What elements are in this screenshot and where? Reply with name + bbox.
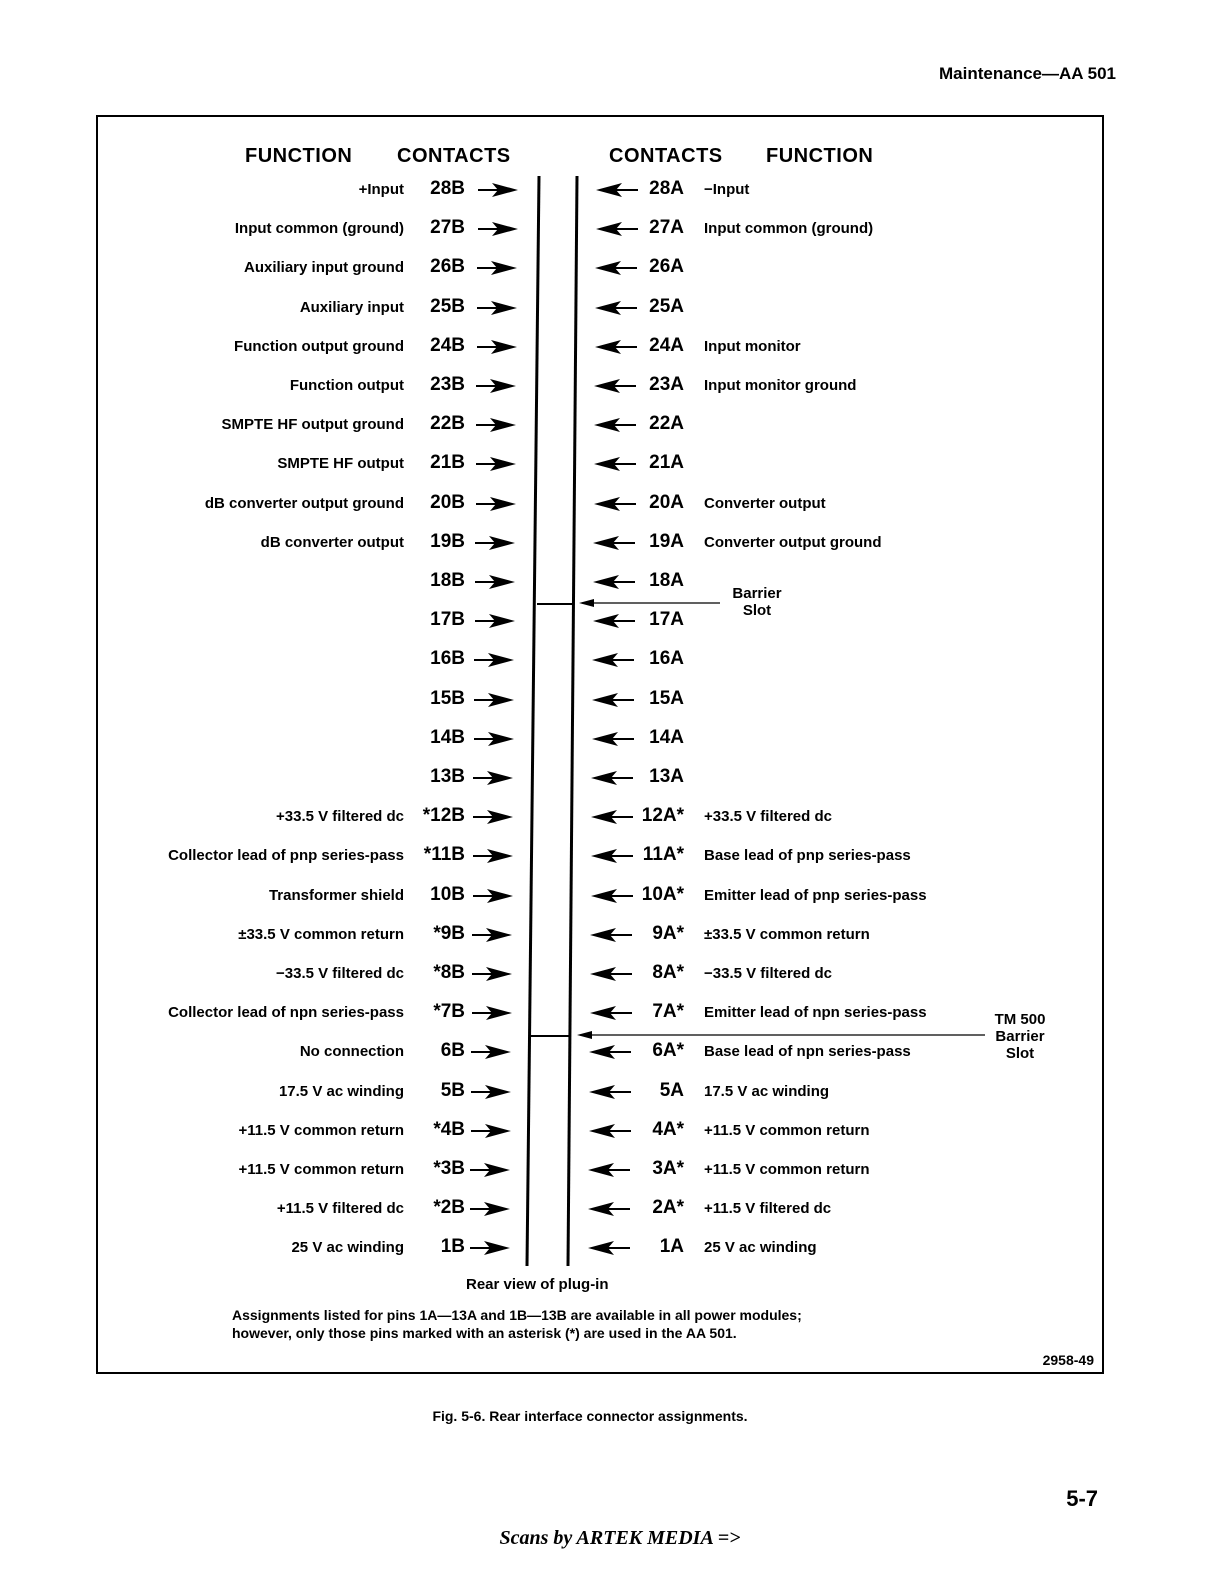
right-contact-label: 21A [649, 452, 684, 473]
right-function-label: 17.5 V ac winding [704, 1083, 830, 1100]
left-function-label: +11.5 V common return [238, 1161, 404, 1178]
right-contact-label: 18A [649, 570, 684, 591]
right-contact-label: 22A [649, 413, 684, 434]
left-function-label: No connection [299, 1043, 404, 1060]
left-function-label: −33.5 V filtered dc [276, 965, 404, 982]
right-function-label: +11.5 V common return [704, 1161, 870, 1178]
left-function-label: Collector lead of npn series-pass [168, 1004, 404, 1021]
right-function-label: Emitter lead of npn series-pass [704, 1004, 927, 1021]
right-contact-label: 27A [649, 217, 684, 238]
left-contact-label: 22B [430, 413, 465, 434]
right-function-label: Base lead of npn series-pass [704, 1043, 911, 1060]
right-contact-label: 17A [649, 609, 684, 630]
left-function-label: +Input [358, 181, 404, 198]
right-function-label: Converter output ground [704, 534, 882, 551]
left-contact-label: 15B [430, 688, 465, 709]
right-function-label: +11.5 V filtered dc [704, 1200, 832, 1217]
right-contact-label: 3A* [652, 1158, 684, 1179]
left-contact-label: *2B [433, 1197, 465, 1218]
right-function-label: ±33.5 V common return [704, 926, 870, 943]
left-contact-label: 21B [430, 452, 465, 473]
left-function-label: dB converter output ground [204, 495, 404, 512]
left-function-label: Collector lead of pnp series-pass [168, 847, 404, 864]
left-contact-label: 28B [430, 178, 465, 199]
left-function-label: Transformer shield [268, 887, 404, 904]
right-function-label: Converter output [704, 495, 826, 512]
barrier-slot-label: Barrier Slot [732, 585, 782, 619]
left-function-label: SMPTE HF output [277, 455, 404, 472]
left-contacts-header: CONTACTS [397, 145, 511, 167]
right-contact-label: 1A [659, 1236, 684, 1257]
right-function-label: Input common (ground) [704, 220, 874, 237]
figure-id: 2958-49 [1042, 1352, 1094, 1368]
right-contact-label: 23A [649, 374, 684, 395]
left-contact-label: 14B [430, 727, 465, 748]
left-function-header: FUNCTION [245, 145, 353, 167]
left-function-label: SMPTE HF output ground [221, 416, 404, 433]
left-function-label: dB converter output [260, 534, 404, 551]
right-contact-label: 6A* [652, 1040, 684, 1061]
right-contacts-header: CONTACTS [609, 145, 723, 167]
left-function-label: +33.5 V filtered dc [276, 808, 404, 825]
left-function-label: 25 V ac winding [291, 1239, 404, 1256]
right-contact-label: 9A* [652, 923, 684, 944]
right-function-label: Input monitor ground [704, 377, 857, 394]
left-function-label: Function output ground [234, 338, 404, 355]
left-contact-label: *8B [433, 962, 465, 983]
right-contact-label: 2A* [652, 1197, 684, 1218]
right-contact-label: 15A [649, 688, 684, 709]
left-connector-edge [527, 176, 539, 1266]
left-function-label: Function output [289, 377, 404, 394]
left-contact-label: 25B [430, 296, 465, 317]
page-number: 5-7 [1066, 1486, 1098, 1511]
left-contact-label: *3B [433, 1158, 465, 1179]
right-function-label: Input monitor [704, 338, 801, 355]
scan-credit: Scans by ARTEK MEDIA => [499, 1527, 741, 1549]
right-contact-label: 14A [649, 727, 684, 748]
left-function-label: 17.5 V ac winding [278, 1083, 404, 1100]
right-function-label: +11.5 V common return [704, 1122, 870, 1139]
left-contact-label: *12B [422, 805, 465, 826]
left-contact-label: *11B [423, 844, 465, 865]
right-contact-label: 10A* [641, 884, 684, 905]
left-contact-label: 20B [430, 492, 465, 513]
left-contact-label: 1B [440, 1236, 465, 1257]
left-contact-label: 17B [430, 609, 465, 630]
left-function-label: ±33.5 V common return [238, 926, 404, 943]
right-contact-label: 20A [649, 492, 684, 513]
left-contact-label: 16B [430, 648, 465, 669]
left-contact-label: *7B [433, 1001, 465, 1022]
left-function-label: +11.5 V common return [238, 1122, 404, 1139]
right-contact-label: 13A [649, 766, 684, 787]
right-contact-label: 4A* [652, 1119, 684, 1140]
right-contact-label: 16A [649, 648, 684, 669]
right-function-label: −Input [704, 181, 750, 198]
right-function-header: FUNCTION [766, 145, 874, 167]
right-function-label: +33.5 V filtered dc [704, 808, 832, 825]
right-connector-edge [568, 176, 577, 1266]
page-header-title: Maintenance—AA 501 [939, 64, 1116, 83]
right-contact-label: 5A [659, 1080, 684, 1101]
tm500-barrier-slot-label: TM 500 Barrier Slot [994, 1011, 1046, 1062]
right-function-label: Base lead of pnp series-pass [704, 847, 911, 864]
left-contact-label: *4B [433, 1119, 465, 1140]
right-function-label: Emitter lead of pnp series-pass [704, 887, 927, 904]
right-contact-label: 8A* [652, 962, 684, 983]
right-contact-label: 24A [649, 335, 684, 356]
left-contact-label: 23B [430, 374, 465, 395]
note-line-1: Assignments listed for pins 1A—13A and 1B—13B are available in all power modules; [232, 1307, 802, 1323]
left-contact-label: 26B [430, 256, 465, 277]
figure-caption: Fig. 5-6. Rear interface connector assignments. [432, 1408, 748, 1424]
right-contact-label: 11A* [642, 844, 684, 865]
right-contact-label: 12A* [641, 805, 684, 826]
left-contact-label: *9B [433, 923, 465, 944]
right-function-label: −33.5 V filtered dc [704, 965, 832, 982]
left-contact-label: 13B [430, 766, 465, 787]
right-contact-label: 7A* [652, 1001, 684, 1022]
left-contact-label: 19B [430, 531, 465, 552]
left-function-label: Auxiliary input ground [244, 259, 404, 276]
left-contact-label: 5B [440, 1080, 465, 1101]
left-contact-label: 27B [430, 217, 465, 238]
right-contact-label: 25A [649, 296, 684, 317]
left-contact-label: 24B [430, 335, 465, 356]
barrier-slot-arrowhead [579, 599, 594, 607]
left-contact-label: 6B [440, 1040, 465, 1061]
right-contact-label: 26A [649, 256, 684, 277]
note-line-2: however, only those pins marked with an asterisk (*) are used in the AA 501. [232, 1325, 737, 1341]
right-contact-label: 28A [649, 178, 684, 199]
rear-view-label: Rear view of plug-in [466, 1276, 609, 1293]
right-contact-label: 19A [649, 531, 684, 552]
left-function-label: Input common (ground) [234, 220, 404, 237]
left-contact-label: 18B [430, 570, 465, 591]
left-function-label: +11.5 V filtered dc [276, 1200, 404, 1217]
right-function-label: 25 V ac winding [704, 1239, 817, 1256]
left-function-label: Auxiliary input [299, 299, 404, 316]
tm500-slot-arrowhead [577, 1031, 592, 1039]
left-contact-label: 10B [430, 884, 465, 905]
